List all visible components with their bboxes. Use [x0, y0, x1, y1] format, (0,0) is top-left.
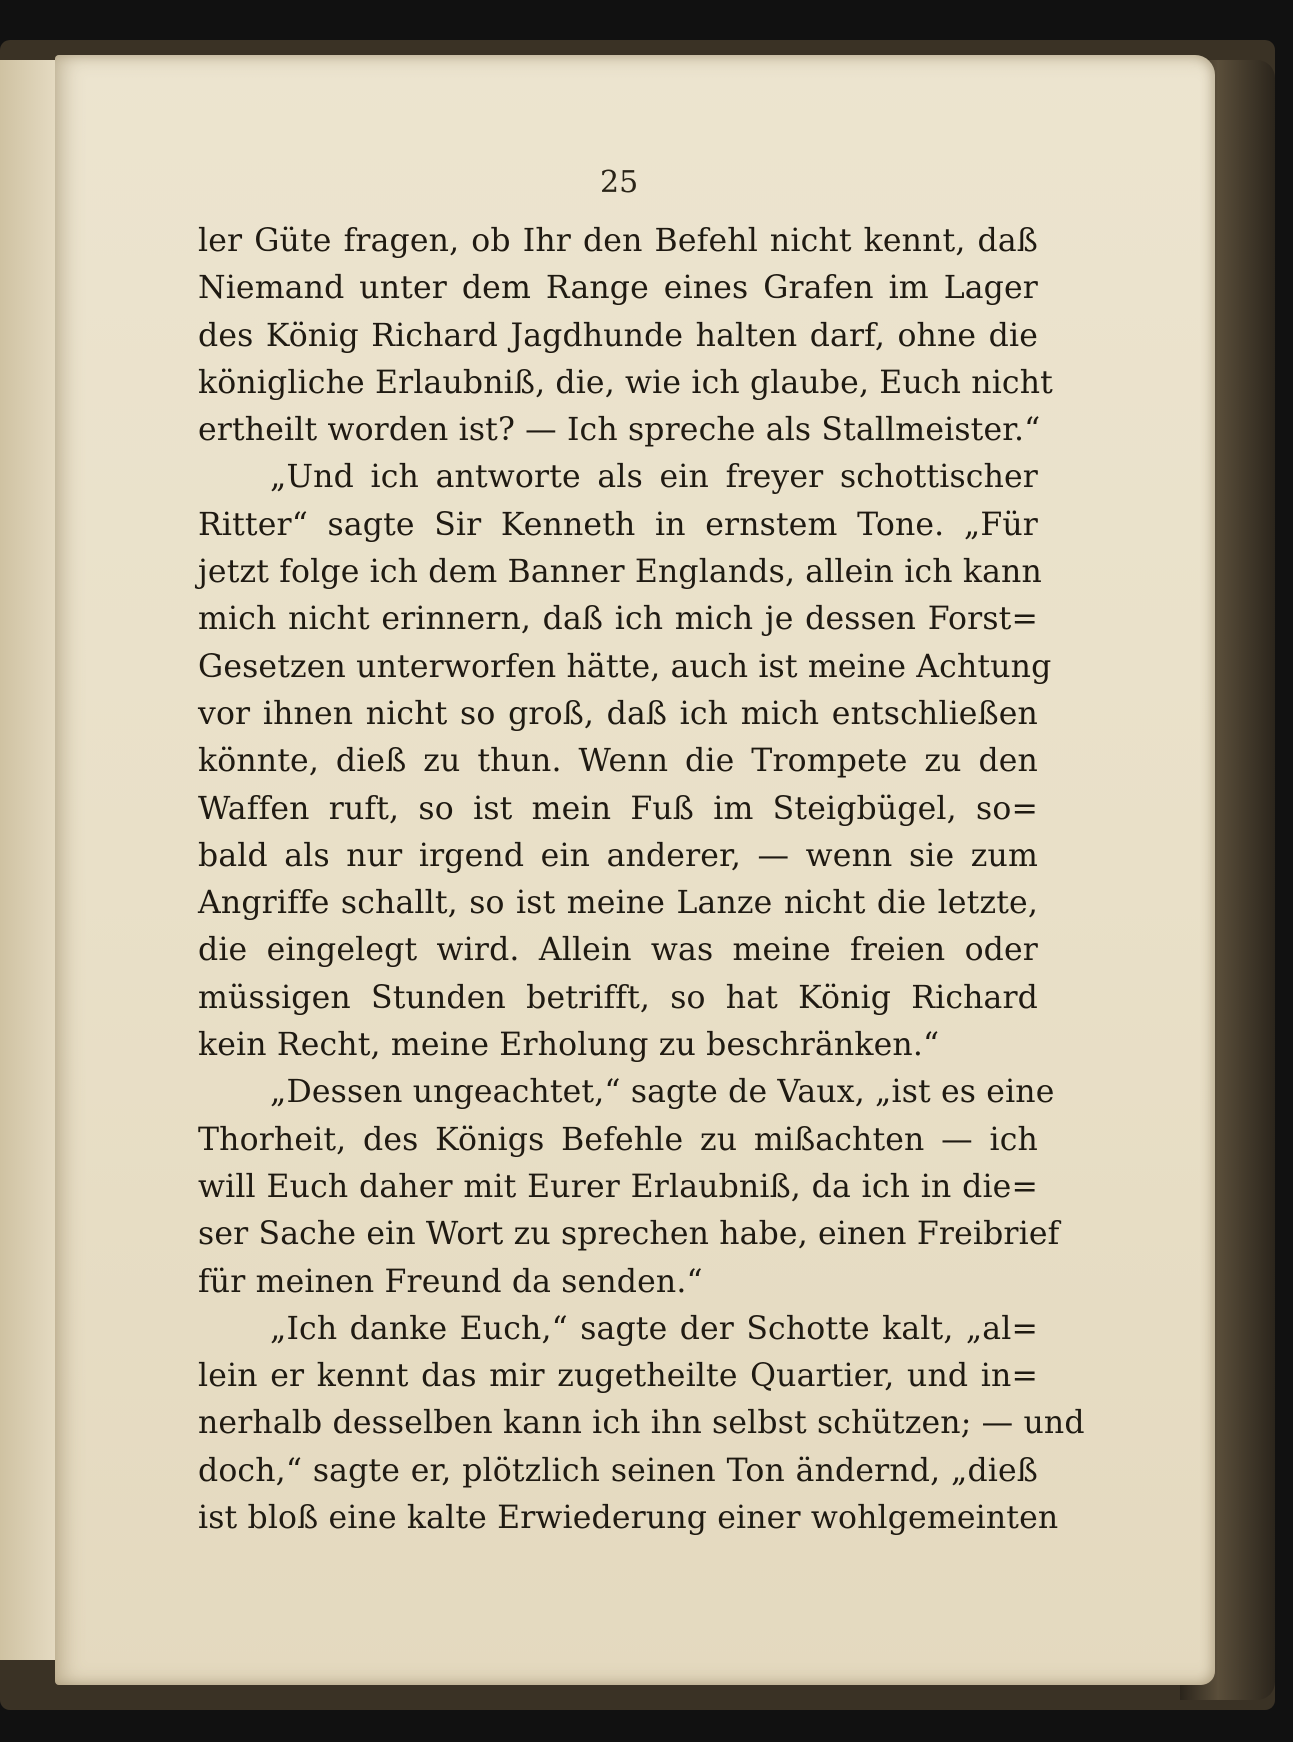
- text-line: Angriffe schallt, so ist meine Lanze nicht die letzte,: [198, 885, 1038, 922]
- text-line: müssigen Stunden betrifft, so hat König Richard: [198, 979, 1038, 1016]
- text-line: Niemand unter dem Range eines Grafen im Lager: [198, 270, 1038, 307]
- text-line: vor ihnen nicht so groß, daß ich mich entschließen: [198, 695, 1038, 732]
- text-line: mich nicht erinnern, daß ich mich je dessen Forst=: [198, 601, 1038, 638]
- text-line: des König Richard Jagdhunde halten darf, ohne die: [198, 317, 1038, 354]
- text-line: ist bloß eine kalte Erwiederung einer wohlgemeinten: [198, 1500, 1059, 1537]
- body-text: [198, 218, 1085, 1542]
- text-line: kein Recht, meine Erholung zu beschränken.“: [198, 1027, 940, 1064]
- text-line: ser Sache ein Wort zu sprechen habe, einen Freibrief: [198, 1216, 1060, 1253]
- text-line: will Euch daher mit Eurer Erlaubniß, da ich in die=: [198, 1168, 1038, 1205]
- text-line: bald als nur irgend ein anderer, — wenn sie zum: [198, 837, 1038, 874]
- text-line: die eingelegt wird. Allein was meine freien oder: [198, 932, 1038, 969]
- text-line: nerhalb desselben kann ich ihn selbst schützen; — und: [198, 1405, 1085, 1442]
- text-line: ler Güte fragen, ob Ihr den Befehl nicht kennt, daß: [198, 223, 1038, 259]
- text-line: könnte, dieß zu thun. Wenn die Trompete zu den: [198, 743, 1038, 780]
- text-line: „Und ich antworte als ein freyer schottischer: [270, 459, 1038, 496]
- text-line: für meinen Freund da senden.“: [198, 1263, 703, 1300]
- text-line: jetzt folge ich dem Banner Englands, allein ich kann: [198, 554, 1042, 591]
- text-line: Waffen ruft, so ist mein Fuß im Steigbügel, so=: [198, 790, 1038, 827]
- text-line: Ritter“ sagte Sir Kenneth in ernstem Tone. „Für: [198, 506, 1038, 543]
- text-line: „Dessen ungeachtet,“ sagte de Vaux, „ist es eine: [270, 1074, 1055, 1111]
- text-line: Gesetzen unterworfen hätte, auch ist meine Achtung: [198, 648, 1052, 685]
- text-line: „Ich danke Euch,“ sagte der Schotte kalt, „al=: [270, 1310, 1038, 1347]
- text-line: doch,“ sagte er, plötzlich seinen Ton ändernd, „dieß: [198, 1452, 1038, 1489]
- left-page-edge: [0, 60, 60, 1660]
- text-line: Thorheit, des Königs Befehle zu mißachten — ich: [198, 1121, 1038, 1158]
- text-line: königliche Erlaubniß, die, wie ich glaube, Euch nicht: [198, 364, 1053, 401]
- text-line: lein er kennt das mir zugetheilte Quartier, und in=: [198, 1358, 1038, 1395]
- page-number: 25: [600, 165, 639, 200]
- text-line: ertheilt worden ist? — Ich spreche als Stallmeister.“: [198, 412, 1041, 449]
